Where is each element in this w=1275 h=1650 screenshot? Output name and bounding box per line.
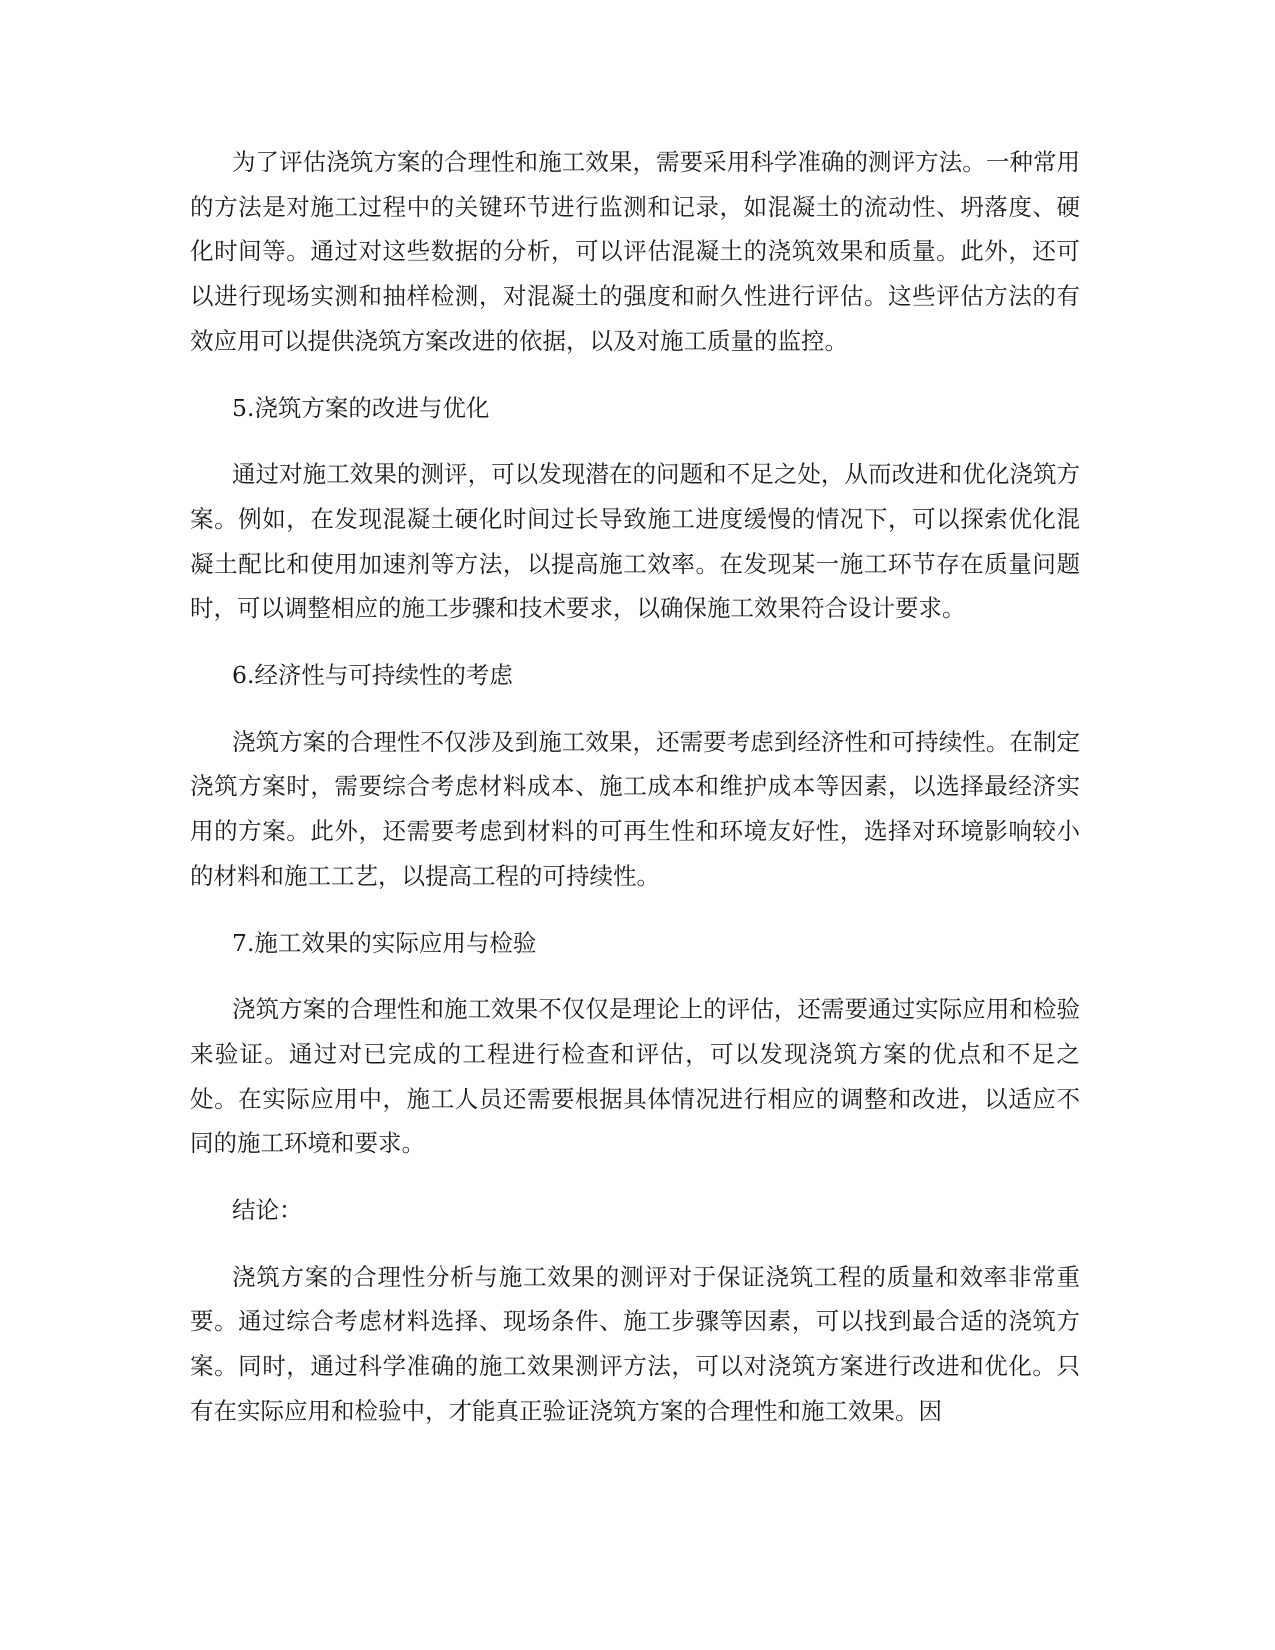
- heading-section-5: 5.浇筑方案的改进与优化: [232, 393, 490, 422]
- paragraph-improvement: 通过对施工效果的测评，可以发现潜在的问题和不足之处，从而改进和优化浇筑方案。例如，在发现混凝土硬化时间过长导致施工进度缓慢的情况下，可以探索优化混凝土配比和使用加速剂等方法，以提高施工效率。在发现某一施工环节存在质量问题时，可以调整相应的施工步骤和技术要求，以确保施工效果符合设计要求。: [190, 460, 1080, 623]
- paragraph-gap: [190, 1166, 1080, 1188]
- heading-section-7: 7.施工效果的实际应用与检验: [232, 928, 537, 957]
- paragraph-economy-sustainability: 浇筑方案的合理性不仅涉及到施工效果，还需要考虑到经济性和可持续性。在制定浇筑方案时，需要综合考虑材料成本、施工成本和维护成本等因素，以选择最经济实用的方案。此外，还需要考虑到材料的可再生性和环境友好性，选择对环境影响较小的材料和施工工艺，以提高工程的可持续性。: [190, 727, 1080, 890]
- paragraph-gap: [190, 1233, 1080, 1255]
- heading-section-6: 6.经济性与可持续性的考虑: [232, 661, 513, 690]
- document-page: [190, 140, 1080, 1434]
- paragraph-gap: [190, 364, 1080, 386]
- paragraph-gap: [190, 965, 1080, 987]
- paragraph-gap: [190, 631, 1080, 653]
- paragraph-gap: [190, 430, 1080, 452]
- paragraph-gap: [190, 899, 1080, 921]
- heading-conclusion: 结论：: [232, 1196, 303, 1225]
- paragraph-gap: [190, 698, 1080, 720]
- paragraph-conclusion: 浇筑方案的合理性分析与施工效果的测评对于保证浇筑工程的质量和效率非常重要。通过综合考虑材料选择、现场条件、施工步骤等因素，可以找到最合适的浇筑方案。同时，通过科学准确的施工效果测评方法，可以对浇筑方案进行改进和优化。只有在实际应用和检验中，才能真正验证浇筑方案的合理性和施工效果。因: [190, 1262, 1080, 1425]
- paragraph-application-verification: 浇筑方案的合理性和施工效果不仅仅是理论上的评估，还需要通过实际应用和检验来验证。通过对已完成的工程进行检查和评估，可以发现浇筑方案的优点和不足之处。在实际应用中，施工人员还需要根据具体情况进行相应的调整和改进，以适应不同的施工环境和要求。: [190, 995, 1080, 1158]
- paragraph-evaluation-methods: 为了评估浇筑方案的合理性和施工效果，需要采用科学准确的测评方法。一种常用的方法是对施工过程中的关键环节进行监测和记录，如混凝土的流动性、坍落度、硬化时间等。通过对这些数据的分析，可以评估混凝土的浇筑效果和质量。此外，还可以进行现场实测和抽样检测，对混凝土的强度和耐久性进行评估。这些评估方法的有效应用可以提供浇筑方案改进的依据，以及对施工质量的监控。: [190, 148, 1080, 355]
